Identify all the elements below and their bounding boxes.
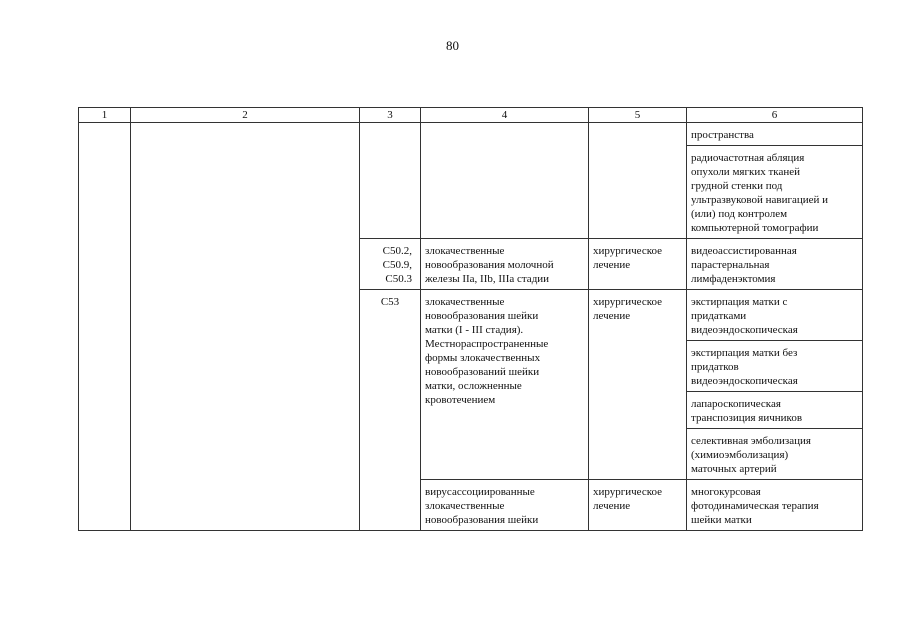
method-cell: многокурсовая фотодинамическая терапия шейки матки bbox=[687, 480, 863, 531]
column-header-6: 6 bbox=[687, 108, 863, 123]
treatment-cell: хирургическое лечение bbox=[589, 290, 687, 480]
cell-col1-empty bbox=[79, 123, 131, 531]
method-cell: экстирпация матки без придатков видеоэндоскопическая bbox=[687, 341, 863, 392]
treatment-cell: хирургическое лечение bbox=[589, 480, 687, 531]
method-cell: радиочастотная абляция опухоли мягких тканей грудной стенки под ультразвуковой навигацией и (или) под контролем компьютерной томографии bbox=[687, 146, 863, 239]
column-header-1: 1 bbox=[79, 108, 131, 123]
code-cell: C50.2, C50.9, C50.3 bbox=[360, 239, 421, 290]
table-header-row bbox=[79, 108, 863, 123]
cell-col4-empty bbox=[421, 123, 589, 239]
page-number: 80 bbox=[446, 38, 459, 53]
diagnosis-cell: вирусассоциированные злокачественные новообразования шейки bbox=[421, 480, 589, 531]
treatment-cell: хирургическое лечение bbox=[589, 239, 687, 290]
method-cell: пространства bbox=[687, 123, 863, 146]
method-cell: видеоассистированная парастернальная лимфаденэктомия bbox=[687, 239, 863, 290]
method-cell: лапароскопическая транспозиция яичников bbox=[687, 392, 863, 429]
column-header-5: 5 bbox=[589, 108, 687, 123]
column-header-3: 3 bbox=[360, 108, 421, 123]
cell-col5-empty bbox=[589, 123, 687, 239]
column-header-4: 4 bbox=[421, 108, 589, 123]
cell-col2-empty bbox=[131, 123, 360, 531]
method-cell: селективная эмболизация (химиоэмболизация) маточных артерий bbox=[687, 429, 863, 480]
diagnosis-cell: злокачественные новообразования шейки матки (I - III стадия). Местнораспространенные формы злокачественных новообразований шейки матки, осложненные кровотечением bbox=[421, 290, 589, 480]
diagnosis-cell: злокачественные новообразования молочной железы IIa, IIb, IIIa стадии bbox=[421, 239, 589, 290]
table-row bbox=[79, 123, 863, 146]
code-cell: C53 bbox=[360, 290, 421, 531]
cell-col3-empty bbox=[360, 123, 421, 239]
column-header-2: 2 bbox=[131, 108, 360, 123]
method-cell: экстирпация матки с придатками видеоэндоскопическая bbox=[687, 290, 863, 341]
treatment-table bbox=[78, 107, 863, 531]
